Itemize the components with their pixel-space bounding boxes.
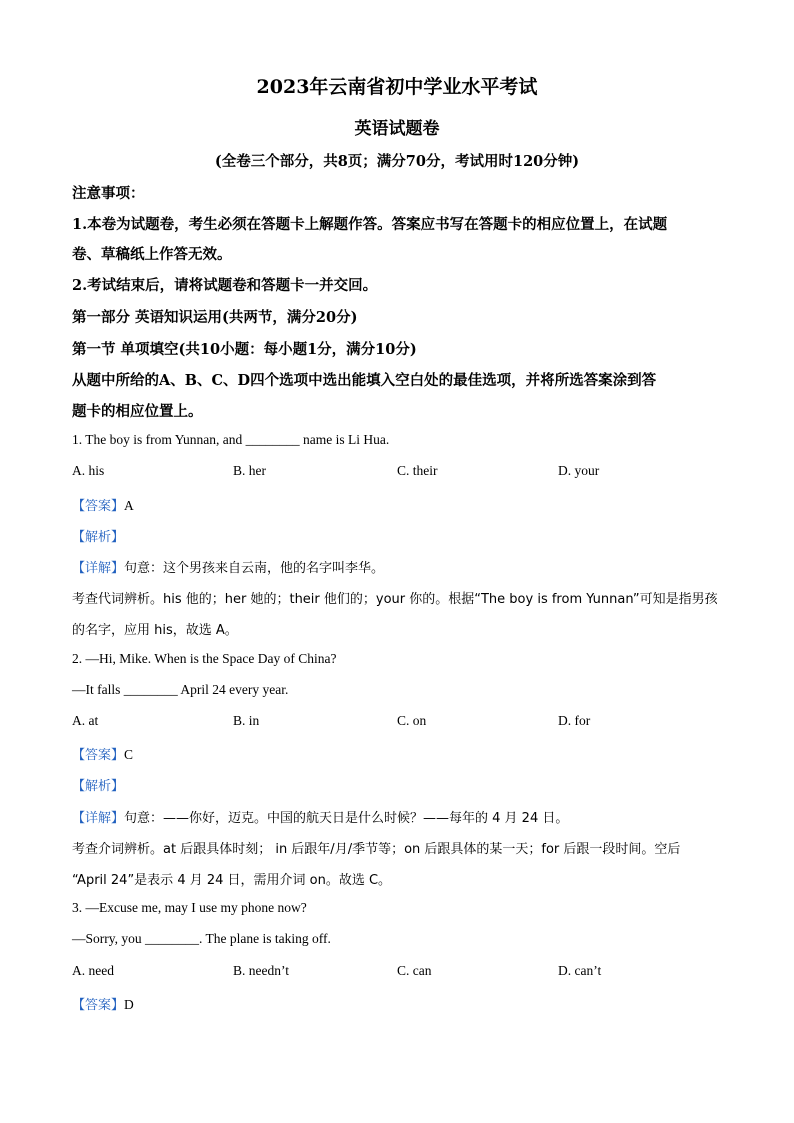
question-2-explain-line-1: 考查介词辨析。at 后跟具体时刻； in 后跟年/月/季节等；on 后跟具体的某一天；for 后跟一段时间。空后 — [72, 842, 681, 857]
page-title: 2023年云南省初中学业水平考试 — [256, 76, 538, 98]
question-1-stem: 1. The boy is from Yunnan, and ________ name is Li Hua. — [72, 432, 390, 447]
answer-value: D — [124, 997, 134, 1012]
detail-label: 【详解】 — [72, 561, 125, 576]
instruction-1-line-1: 1.本卷为试题卷，考生必须在答题卡上解题作答。答案应书写在答题卡的相应位置上，在试题 — [72, 216, 668, 233]
instruction-1-line-2: 卷、草稿纸上作答无效。 — [72, 246, 232, 263]
question-2-stem: 2. —Hi, Mike. When is the Space Day of China? — [72, 651, 337, 666]
directions-line-1: 从题中所给的A、B、C、D四个选项中选出能填入空白处的最佳选项，并将所选答案涂到答 — [72, 372, 657, 389]
instructions-heading: 注意事项： — [72, 185, 145, 202]
page-subtitle: 英语试题卷 — [354, 119, 440, 139]
answer-label: 【答案】 — [72, 499, 125, 514]
question-2-option-d: D. for — [558, 713, 591, 728]
question-3-option-a: A. need — [72, 963, 114, 978]
question-2-explain-line-2: “April 24”是表示 4 月 24 日，需用介词 on。故选 C。 — [72, 873, 392, 888]
question-2-stem-2: —It falls ________ April 24 every year. — [72, 682, 289, 697]
question-3-stem: 3. —Excuse me, may I use my phone now? — [72, 900, 307, 915]
question-2-option-c: C. on — [397, 713, 427, 728]
question-3-option-d: D. can’t — [558, 963, 602, 978]
question-1-analysis — [72, 526, 124, 545]
question-3-option-b: B. needn’t — [233, 963, 289, 978]
question-3-answer — [72, 994, 134, 1013]
question-1-answer — [72, 495, 134, 514]
detail-label: 【详解】 — [72, 811, 125, 826]
question-2-analysis — [72, 775, 124, 794]
question-1-detail — [72, 557, 384, 576]
question-3-option-c: C. can — [397, 963, 432, 978]
part-1-heading: 第一部分 英语知识运用(共两节，满分20分) — [72, 309, 358, 326]
question-2-detail — [72, 807, 568, 826]
section-1-heading: 第一节 单项填空(共10小题：每小题1分，满分10分) — [72, 341, 417, 358]
question-2-answer — [72, 744, 133, 763]
question-3-stem-2: —Sorry, you ________. The plane is taking off. — [72, 931, 331, 946]
answer-label: 【答案】 — [72, 998, 125, 1013]
exam-note: (全卷三个部分，共8页；满分70分，考试用时120分钟) — [214, 153, 580, 170]
directions-line-2: 题卡的相应位置上。 — [72, 403, 203, 420]
question-1-explain-line-2: 的名字，应用 his，故选 A。 — [72, 623, 238, 638]
detail-text: 句意：这个男孩来自云南，他的名字叫李华。 — [124, 561, 385, 576]
question-1-option-d: D. your — [558, 463, 600, 478]
answer-label: 【答案】 — [72, 748, 125, 763]
instruction-2: 2.考试结束后，请将试题卷和答题卡一并交回。 — [72, 277, 378, 294]
question-2-option-a: A. at — [72, 713, 99, 728]
answer-value: C — [124, 747, 134, 762]
analysis-label: 【解析】 — [72, 530, 125, 545]
question-2-option-b: B. in — [233, 713, 260, 728]
question-1-option-b: B. her — [233, 463, 266, 478]
question-1-option-c: C. their — [397, 463, 438, 478]
question-1-option-a: A. his — [72, 463, 105, 478]
question-1-explain-line-1: 考查代词辨析。his 他的；her 她的；their 他们的；your 你的。根据“The boy is from Yunnan”可知是指男孩 — [72, 592, 718, 607]
answer-value: A — [124, 498, 134, 513]
detail-text: 句意：——你好，迈克。中国的航天日是什么时候？——每年的 4 月 24 日。 — [124, 811, 569, 826]
analysis-label: 【解析】 — [72, 779, 125, 794]
